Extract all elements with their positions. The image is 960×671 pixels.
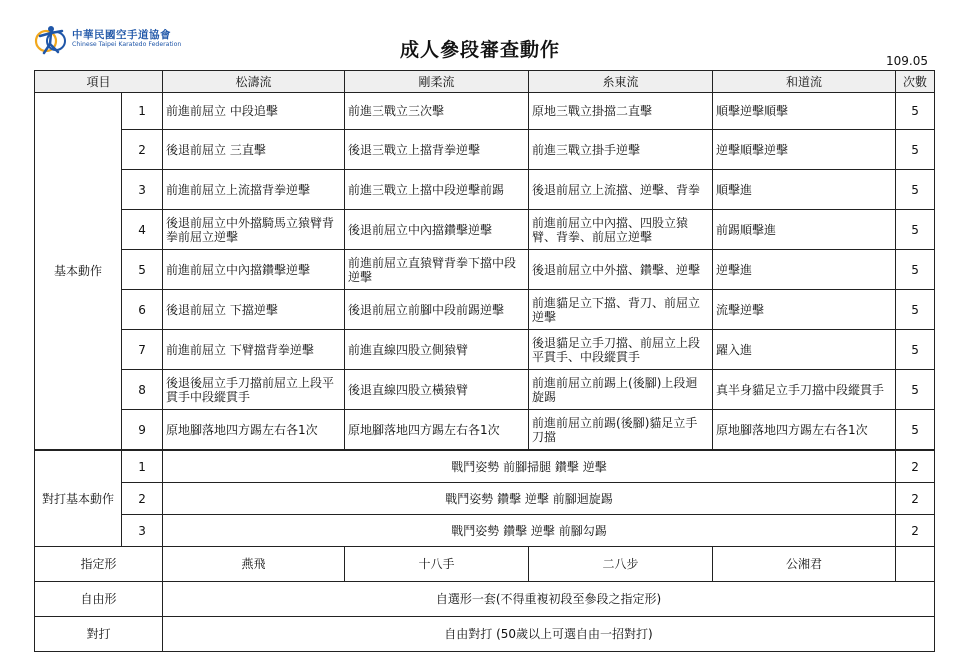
shotokan-cell: 後退後屈立手刀擋前屈立上段平貫手中段縱貫手 xyxy=(163,370,345,410)
col-header-shitoryu: 糸東流 xyxy=(529,71,713,93)
table-row xyxy=(35,290,935,330)
shotokan-cell: 後退前屈立中外擋騎馬立猿臂背拳前屈立逆擊 xyxy=(163,210,345,250)
count-cell xyxy=(896,547,935,582)
table-row xyxy=(35,170,935,210)
gojuryu-cell: 後退前屈立中內擋鑽擊逆擊 xyxy=(345,210,529,250)
kata-label: 指定形 xyxy=(35,547,163,582)
row-number: 5 xyxy=(122,250,163,290)
row-number: 1 xyxy=(122,93,163,130)
shitoryu-cell: 原地三戰立掛擋二直擊 xyxy=(529,93,713,130)
exam-table xyxy=(34,70,935,652)
table-row xyxy=(35,450,935,483)
kumite-cell: 自由對打 (50歲以上可選自由一招對打) xyxy=(163,617,935,652)
count-cell: 2 xyxy=(896,450,935,483)
sparring-category-label: 對打基本動作 xyxy=(35,450,122,547)
logo-english-name: Chinese Taipei Karatedo Federation xyxy=(72,41,182,48)
gojuryu-cell: 十八手 xyxy=(345,547,529,582)
shotokan-cell: 原地腳落地四方踢左右各1次 xyxy=(163,410,345,451)
count-cell: 5 xyxy=(896,93,935,130)
table-row xyxy=(35,210,935,250)
shotokan-cell: 前進前屈立 下臂擋背拳逆擊 xyxy=(163,330,345,370)
shitoryu-cell: 前進貓足立下擋、背刀、前屈立逆擊 xyxy=(529,290,713,330)
wadoryu-cell: 逆擊進 xyxy=(713,250,896,290)
table-row xyxy=(35,410,935,451)
shitoryu-cell: 後退前屈立上流擋、逆擊、背拳 xyxy=(529,170,713,210)
count-cell: 5 xyxy=(896,370,935,410)
row-number: 3 xyxy=(122,170,163,210)
row-number: 2 xyxy=(122,130,163,170)
gojuryu-cell: 原地腳落地四方踢左右各1次 xyxy=(345,410,529,451)
col-header-count: 次數 xyxy=(896,71,935,93)
row-number: 1 xyxy=(122,450,163,483)
row-number: 6 xyxy=(122,290,163,330)
row-number: 3 xyxy=(122,515,163,547)
wadoryu-cell: 順擊進 xyxy=(713,170,896,210)
table-row xyxy=(35,483,935,515)
gojuryu-cell: 前進三戰立上擋中段逆擊前踢 xyxy=(345,170,529,210)
kumite-label: 對打 xyxy=(35,617,163,652)
gojuryu-cell: 後退前屈立前腳中段前踢逆擊 xyxy=(345,290,529,330)
count-cell: 5 xyxy=(896,330,935,370)
wadoryu-cell: 躍入進 xyxy=(713,330,896,370)
gojuryu-cell: 後退直線四股立橫猿臂 xyxy=(345,370,529,410)
shotokan-cell: 前進前屈立中內擋鑽擊逆擊 xyxy=(163,250,345,290)
shitoryu-cell: 前進前屈立前踢(後腳)貓足立手刀擋 xyxy=(529,410,713,451)
logo-chinese-name: 中華民國空手道協會 xyxy=(72,29,171,41)
row-number: 4 xyxy=(122,210,163,250)
count-cell: 2 xyxy=(896,515,935,547)
table-row xyxy=(35,617,935,652)
row-number: 2 xyxy=(122,483,163,515)
col-header-shotokan: 松濤流 xyxy=(163,71,345,93)
gojuryu-cell: 前進直線四股立側猿臂 xyxy=(345,330,529,370)
table-row xyxy=(35,330,935,370)
table-row xyxy=(35,515,935,547)
shotokan-cell: 前進前屈立 中段追擊 xyxy=(163,93,345,130)
count-cell: 5 xyxy=(896,170,935,210)
shotokan-cell: 前進前屈立上流擋背拳逆擊 xyxy=(163,170,345,210)
basic-category-label: 基本動作 xyxy=(35,93,122,451)
page-title: 成人參段審查動作 xyxy=(399,39,560,61)
table-row xyxy=(35,370,935,410)
wadoryu-cell: 前踢順擊進 xyxy=(713,210,896,250)
free-kata-label: 自由形 xyxy=(35,582,163,617)
wadoryu-cell: 順擊逆擊順擊 xyxy=(713,93,896,130)
shitoryu-cell: 後退前屈立中外擋、鑽擊、逆擊 xyxy=(529,250,713,290)
sparring-cell: 戰鬥姿勢 鑽擊 逆擊 前腳勾踢 xyxy=(163,515,896,547)
table-header-row xyxy=(35,71,935,93)
table-row xyxy=(35,130,935,170)
shitoryu-cell: 前進前屈立中內擋、四股立猿臂、背拳、前屈立逆擊 xyxy=(529,210,713,250)
shitoryu-cell: 二八步 xyxy=(529,547,713,582)
wadoryu-cell: 流擊逆擊 xyxy=(713,290,896,330)
count-cell: 2 xyxy=(896,483,935,515)
shotokan-cell: 燕飛 xyxy=(163,547,345,582)
shotokan-cell: 後退前屈立 下擋逆擊 xyxy=(163,290,345,330)
free-kata-cell: 自選形一套(不得重複初段至參段之指定形) xyxy=(163,582,935,617)
count-cell: 5 xyxy=(896,130,935,170)
shitoryu-cell: 前進前屈立前踢上(後腳)上段迴旋踢 xyxy=(529,370,713,410)
table-row xyxy=(35,250,935,290)
shitoryu-cell: 前進三戰立掛手逆擊 xyxy=(529,130,713,170)
wadoryu-cell: 真半身貓足立手刀擋中段縱貫手 xyxy=(713,370,896,410)
table-row xyxy=(35,547,935,582)
col-header-wadoryu: 和道流 xyxy=(713,71,896,93)
gojuryu-cell: 後退三戰立上擋背拳逆擊 xyxy=(345,130,529,170)
shitoryu-cell: 後退貓足立手刀擋、前屈立上段平貫手、中段縱貫手 xyxy=(529,330,713,370)
wadoryu-cell: 逆擊順擊逆擊 xyxy=(713,130,896,170)
count-cell: 5 xyxy=(896,290,935,330)
count-cell: 5 xyxy=(896,210,935,250)
col-header-gojuryu: 剛柔流 xyxy=(345,71,529,93)
wadoryu-cell: 公湘君 xyxy=(713,547,896,582)
document-date: 109.05 xyxy=(886,54,928,68)
sparring-cell: 戰鬥姿勢 前腳掃腿 鑽擊 逆擊 xyxy=(163,450,896,483)
table-row xyxy=(35,582,935,617)
count-cell: 5 xyxy=(896,410,935,451)
count-cell: 5 xyxy=(896,250,935,290)
row-number: 8 xyxy=(122,370,163,410)
table-row xyxy=(35,93,935,130)
gojuryu-cell: 前進前屈立直猿臂背拳下擋中段逆擊 xyxy=(345,250,529,290)
wadoryu-cell: 原地腳落地四方踢左右各1次 xyxy=(713,410,896,451)
col-header-item: 項目 xyxy=(35,71,163,93)
row-number: 9 xyxy=(122,410,163,451)
sparring-cell: 戰鬥姿勢 鑽擊 逆擊 前腳迴旋踢 xyxy=(163,483,896,515)
gojuryu-cell: 前進三戰立三次擊 xyxy=(345,93,529,130)
row-number: 7 xyxy=(122,330,163,370)
shotokan-cell: 後退前屈立 三直擊 xyxy=(163,130,345,170)
